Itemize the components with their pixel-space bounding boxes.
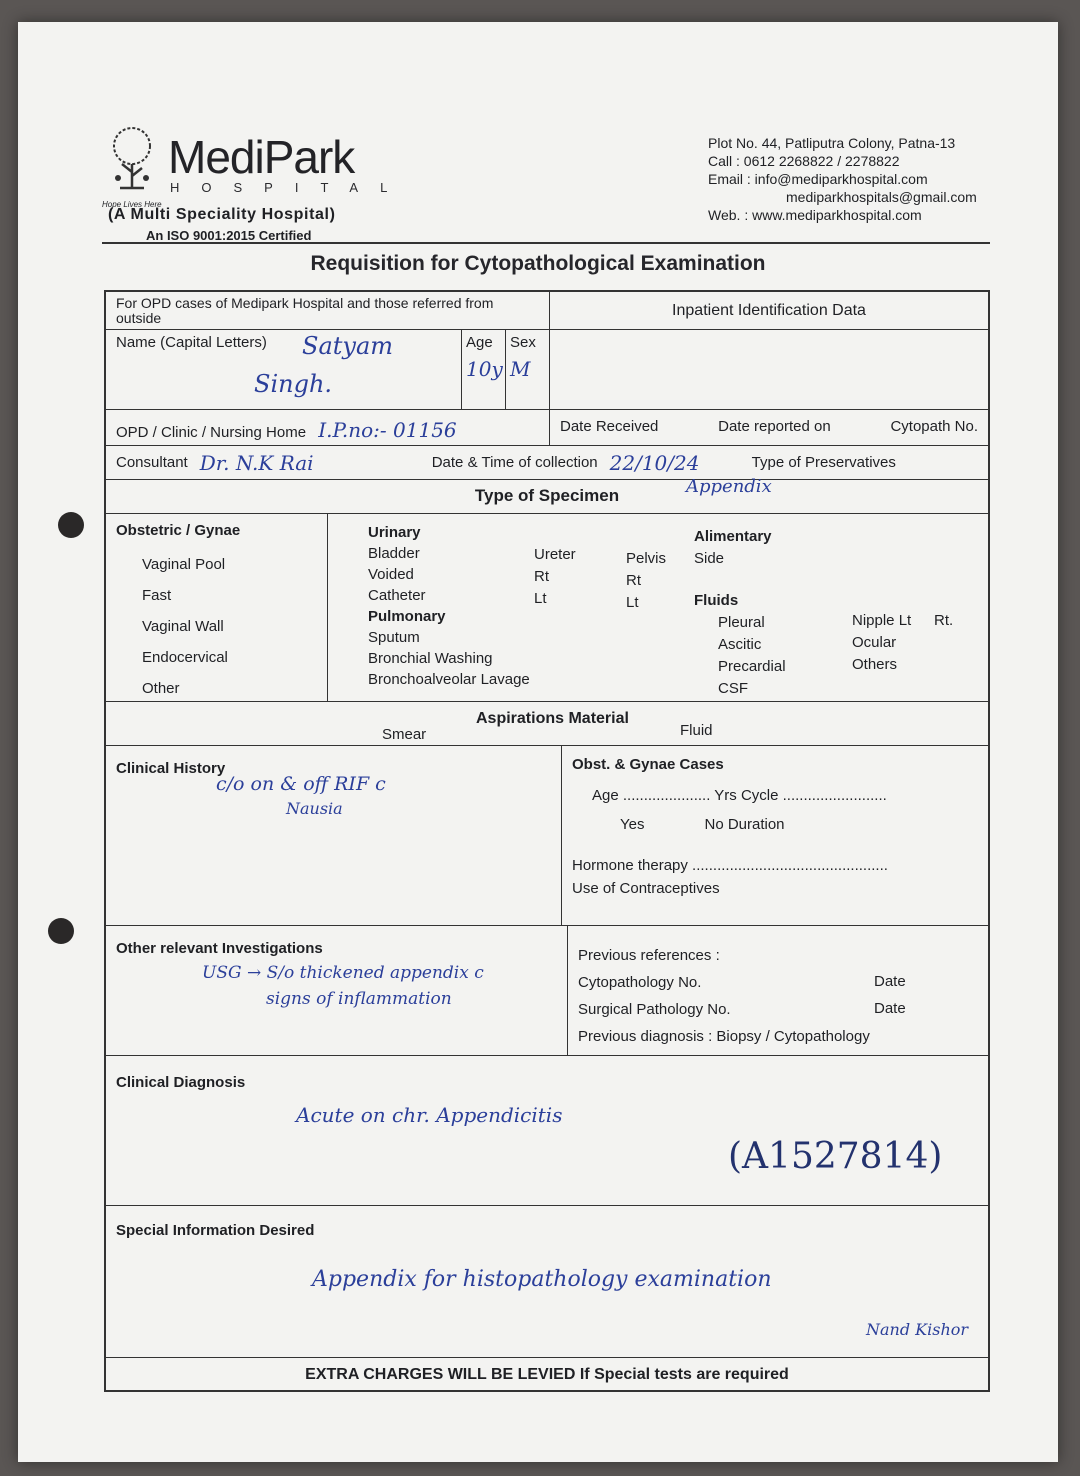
form-grid [104, 290, 990, 1392]
age-cell [462, 330, 506, 409]
obs-gynae-cell [106, 514, 328, 701]
collection-value: 22/10/24 [609, 450, 700, 475]
aspiration-row [106, 702, 988, 746]
smear-label: Smear [382, 726, 427, 743]
extra-charges-note: EXTRA CHARGES WILL BE LEVIED If Special tests are required [305, 1366, 789, 1383]
clinical-diagnosis-cell [106, 1056, 988, 1205]
pulmonary-title: Pulmonary [368, 608, 446, 625]
obst-title: Obst. & Gynae Cases [572, 756, 724, 773]
name-label: Name (Capital Letters) [116, 334, 267, 351]
cytopath-no-label: Cytopath No. [890, 418, 978, 435]
fluid-ocular: Ocular [852, 634, 897, 651]
clinical-diagnosis-label: Clinical Diagnosis [116, 1074, 246, 1091]
obst-hormone: Hormone therapy ............................................... [572, 857, 888, 874]
alimentary-side: Side [694, 550, 725, 567]
obs-gynae-item: Other [142, 680, 180, 697]
fluid-nipple-rt: Rt. [934, 612, 954, 629]
previous-diagnosis: Previous diagnosis : Biopsy / Cytopathology [578, 1028, 870, 1045]
opd-value: I.P.no:- 01156 [318, 418, 457, 442]
fluid-item: Precardial [718, 658, 786, 675]
obst-yes: Yes [620, 816, 645, 833]
pelvis-label: Pelvis [626, 550, 667, 567]
date-label: Date [874, 1000, 906, 1017]
previous-references-cell [568, 926, 988, 1055]
fluid-nipple: Nipple Lt [852, 612, 912, 629]
specimen-types-cell [328, 514, 988, 701]
pelvis-lt: Lt [626, 594, 639, 611]
punch-hole [48, 918, 74, 944]
urinary-bladder: Bladder [368, 545, 420, 562]
clinical-diagnosis-value: Acute on chr. Appendicitis [296, 1103, 563, 1127]
pulmonary-item: Bronchial Washing [368, 650, 493, 667]
sex-cell [506, 330, 550, 409]
address: Plot No. 44, Patliputra Colony, Patna-13 [708, 135, 956, 151]
aspiration-title: Aspirations Material [476, 710, 629, 727]
cytopathology-no: Cytopathology No. [578, 974, 702, 991]
age-label: Age [466, 334, 493, 351]
phone: Call : 0612 2268822 / 2278822 [708, 153, 900, 169]
specimen-value: Appendix [686, 476, 772, 497]
other-investigations-value: USG → S/o thickened appendix c [202, 963, 484, 983]
preservatives-label: Type of Preservatives [751, 454, 896, 471]
hospital-sub: HOSPITAL [170, 180, 410, 195]
name-value-last: Singh. [254, 370, 333, 398]
surgical-pathology-no: Surgical Pathology No. [578, 1001, 731, 1018]
other-investigations-label: Other relevant Investigations [116, 940, 323, 957]
ureter-lt: Lt [534, 590, 547, 607]
special-info-row [106, 1206, 988, 1358]
specimen-title-row [106, 476, 988, 514]
consultant-value: Dr. N.K Rai [199, 450, 314, 475]
header-rule [102, 242, 990, 244]
date-received-label: Date Received [560, 418, 659, 435]
pulmonary-item: Sputum [368, 629, 420, 646]
consultant-cell [106, 446, 988, 479]
other-investigations-value: signs of inflammation [266, 989, 452, 1009]
ureter-rt: Rt [534, 568, 549, 585]
aspiration-cell [106, 702, 988, 745]
obst-no-duration: No Duration [704, 816, 785, 833]
signature: Nand Kishor [866, 1320, 969, 1339]
clinical-history-cell [106, 746, 562, 925]
fluid-item: Pleural [718, 614, 765, 631]
email: Email : info@mediparkhospital.com [708, 171, 928, 187]
obs-gynae-item: Fast [142, 587, 172, 604]
fluid-others: Others [852, 656, 898, 673]
obs-gynae-title: Obstetric / Gynae [116, 522, 241, 539]
fluid-item: CSF [718, 680, 748, 697]
opd-header-row [106, 292, 988, 330]
investigations-row [106, 926, 988, 1056]
website: Web. : www.mediparkhospital.com [708, 207, 922, 223]
opd-row [106, 410, 988, 446]
opd-note: For OPD cases of Medipark Hospital and those referred from outside [106, 292, 550, 329]
form-title: Requisition for Cytopathological Examination [310, 252, 766, 275]
pulmonary-item: Bronchoalveolar Lavage [368, 671, 530, 688]
stamp-number: (A1527814) [728, 1136, 943, 1177]
obs-gynae-item: Vaginal Wall [142, 618, 224, 635]
alimentary-title: Alimentary [694, 528, 772, 545]
fluid-label: Fluid [680, 722, 713, 739]
name-cell [106, 330, 462, 409]
punch-hole [58, 512, 84, 538]
pelvis-rt: Rt [626, 572, 641, 589]
obst-contraceptives: Use of Contraceptives [572, 880, 720, 897]
clinical-history-label: Clinical History [116, 760, 226, 777]
diagnosis-row [106, 1056, 988, 1206]
collection-label: Date & Time of collection [431, 454, 598, 471]
specimen-row [106, 514, 988, 702]
special-info-value: Appendix for histopathology examination [312, 1267, 772, 1292]
fluid-item: Ascitic [718, 636, 762, 653]
consultant-label: Consultant [116, 454, 188, 471]
clinical-history-value: Nausia [286, 799, 343, 818]
hospital-tagline: (A Multi Speciality Hospital) [108, 206, 336, 223]
tree-logo-icon [102, 124, 162, 196]
requisition-form-paper [18, 22, 1058, 1462]
fluids-title: Fluids [694, 592, 739, 609]
obst-gynae-cases-cell [562, 746, 988, 925]
age-value: 10y [466, 357, 503, 381]
email-alt: mediparkhospitals@gmail.com [786, 189, 977, 205]
sex-label: Sex [510, 334, 536, 351]
urinary-catheter: Catheter [368, 587, 426, 604]
obst-age: Age ..................... Yrs Cycle ......................... [592, 787, 887, 804]
previous-references: Previous references : [578, 947, 720, 964]
specimen-title-cell [106, 476, 988, 513]
inpatient-label: Inpatient Identification Data [672, 302, 866, 319]
contact-block [708, 134, 977, 224]
iso-certification: An ISO 9001:2015 Certified [146, 228, 312, 243]
obs-gynae-item: Vaginal Pool [142, 556, 226, 573]
sex-value: M [510, 357, 531, 381]
hospital-header [18, 22, 1058, 252]
hospital-name: MediPark [168, 131, 355, 183]
opd-label: OPD / Clinic / Nursing Home [116, 424, 307, 441]
special-info-label: Special Information Desired [116, 1222, 315, 1239]
specimen-title: Type of Specimen [474, 486, 620, 505]
ureter-label: Ureter [534, 546, 576, 563]
urinary-voided: Voided [368, 566, 414, 583]
clinical-history-value: c/o on & off RIF c [216, 773, 386, 795]
special-info-cell [106, 1206, 988, 1357]
name-value-first: Satyam [302, 332, 394, 360]
patient-row [106, 330, 988, 410]
date-reported-label: Date reported on [718, 418, 831, 435]
consultant-row [106, 446, 988, 480]
inpatient-data-cell [550, 330, 988, 409]
opd-cell [106, 410, 550, 445]
report-dates-cell [550, 410, 988, 445]
obst-yes-no [572, 816, 978, 833]
footer-row [106, 1358, 988, 1390]
history-row [106, 746, 988, 926]
other-investigations-cell [106, 926, 568, 1055]
date-label: Date [874, 973, 906, 990]
logo-motto: Hope Lives Here [102, 200, 162, 209]
obs-gynae-item: Endocervical [142, 649, 228, 666]
urinary-title: Urinary [368, 524, 421, 541]
